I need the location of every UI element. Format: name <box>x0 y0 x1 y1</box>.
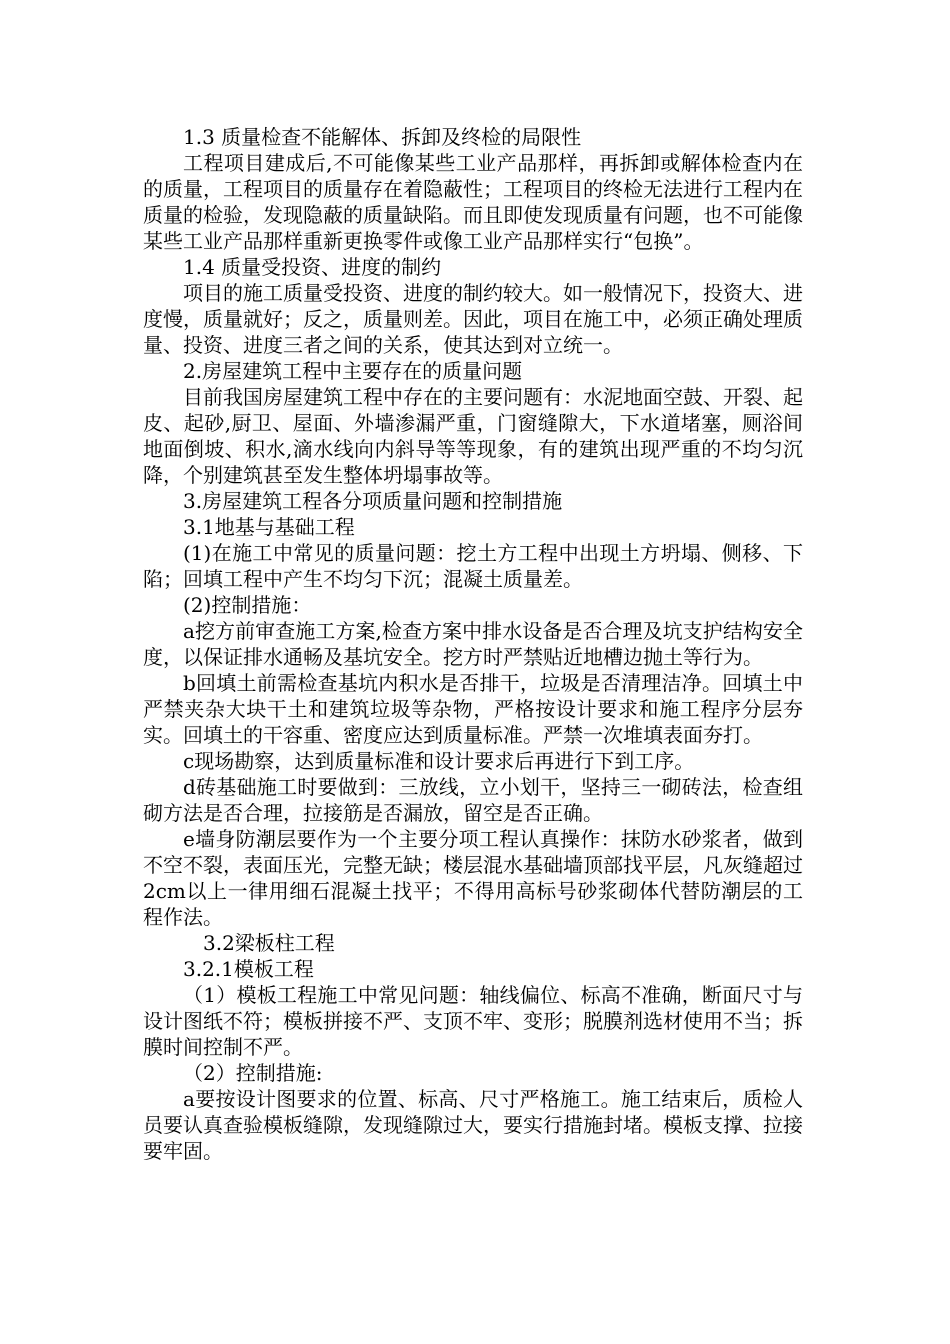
section-heading-1-4: 1.4 质量受投资、进度的制约 <box>183 255 442 279</box>
section-heading-1-3: 1.3 质量检查不能解体、拆卸及终检的局限性 <box>183 125 582 149</box>
paragraph-investment-constraints: 项目的施工质量受投资、进度的制约较大。如一般情况下，投资大、进度慢，质量就好；反之，质量则差。因此，项目在施工中，必须正确处理质量、投资、进度三者之间的关系，使其达到对立统一。 <box>143 281 803 357</box>
paragraph-main-problems: 目前我国房屋建筑工程中存在的主要问题有：水泥地面空鼓、开裂、起皮、起砂,厨卫、屋面、外墙渗漏严重，门窗缝隙大，下水道堵塞，厕浴间地面倒坡、积水,滴水线向内斜导等等现象，有的建筑出现严重的不均匀沉降，个别建筑甚至发生整体坍塌事故等。 <box>143 385 803 487</box>
subheading-formwork-control: （2）控制措施: <box>183 1061 323 1085</box>
document-page <box>143 124 803 1164</box>
paragraph-measure-b: b回填土前需检查基坑内积水是否排干，垃圾是否清理洁净。回填土中严禁夹杂大块干土和建筑垃圾等杂物，严格按设计要求和施工程序分层夯实。回填土的干容重、密度应达到质量标准。严禁一次堆填表面夯打。 <box>143 671 803 747</box>
paragraph-inspection-limits: 工程项目建成后,不可能像某些工业产品那样，再拆卸或解体检查内在的质量，工程项目的质量存在着隐蔽性；工程项目的终检无法进行工程内在质量的检验，发现隐蔽的质量缺陷。而且即使发现质量有问题，也不可能像某些工业产品那样重新更换零件或像工业产品那样实行“包换”。 <box>143 151 803 253</box>
paragraph-measure-a: a挖方前审查施工方案,检查方案中排水设备是否合理及坑支护结构安全度，以保证排水通畅及基坑安全。挖方时严禁贴近地槽边抛土等行为。 <box>143 619 803 669</box>
paragraph-formwork-measure-a: a要按设计图要求的位置、标高、尺寸严格施工。施工结束后，质检人员要认真查验模板缝隙，发现缝隙过大，要实行措施封堵。模板支撑、拉接要牢固。 <box>143 1087 803 1163</box>
section-heading-2: 2.房屋建筑工程中主要存在的质量问题 <box>183 359 523 383</box>
section-heading-3-2: 3.2梁板柱工程 <box>203 931 335 955</box>
section-heading-3: 3.房屋建筑工程各分项质量问题和控制措施 <box>183 489 563 513</box>
section-heading-3-2-1: 3.2.1模板工程 <box>183 957 314 981</box>
paragraph-measure-e: e墙身防潮层要作为一个主要分项工程认真操作：抹防水砂浆者，做到不空不裂，表面压光，完整无缺；楼层混水基础墙顶部找平层，凡灰缝超过2cm以上一律用细石混凝土找平；不得用高标号砂浆砌体代替防潮层的工程作法。 <box>143 827 803 929</box>
paragraph-measure-d: d砖基础施工时要做到：三放线，立小划干，坚持三一砌砖法，检查组砌方法是否合理，拉接筋是否漏放，留空是否正确。 <box>143 775 803 825</box>
subheading-control-measures: (2)控制措施： <box>183 593 312 617</box>
section-heading-3-1: 3.1地基与基础工程 <box>183 515 355 539</box>
paragraph-measure-c: c现场勘察，达到质量标准和设计要求后再进行下到工序。 <box>183 749 695 773</box>
paragraph-formwork-problems: （1）模板工程施工中常见问题：轴线偏位、标高不准确，断面尺寸与设计图纸不符；模板拼接不严、支顶不牢、变形；脱膜剂选材使用不当；拆膜时间控制不严。 <box>143 983 803 1059</box>
paragraph-foundation-problems: (1)在施工中常见的质量问题：挖土方工程中出现土方坍塌、侧移、下陷；回填工程中产生不均匀下沉；混凝土质量差。 <box>143 541 803 591</box>
